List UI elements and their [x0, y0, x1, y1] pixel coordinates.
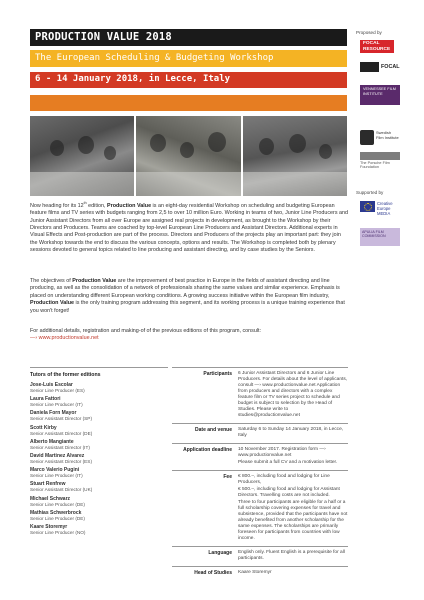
details-paragraph: For additional details, registration and making-of of the previous editions of this program, consult: —› www.productionvalue.net — [30, 328, 262, 342]
list-item: Laura Fattori Senior Line Producer (IT) — [30, 396, 83, 408]
eu-flag-icon — [360, 201, 375, 212]
porsche-film-foundation-logo: The Porsche Film Foundation — [360, 152, 400, 167]
supported-by-label: Supported by — [356, 190, 384, 195]
language-row: Language English only. Fluent English is a prerequisite for all participants. — [172, 546, 348, 566]
head-of-studies-row: Head of Studies Kaare Storemyr — [172, 566, 348, 580]
list-item: Kaare Storemyr Senior Line Producer (NO) — [30, 523, 86, 535]
apulia-film-commission-logo: APULIA FILM COMMISSION — [360, 228, 400, 246]
swedish-film-institute-logo: Swedish Film Institute — [360, 130, 400, 148]
tutors-list — [30, 367, 168, 538]
intro-paragraph: Now heading for its 12th edition, Production Value is an eight-day residential Workshop on scheduling and budgeting European feature films and TV series with budgets ranging from 2,5 to over 10 million Euro. Working in teams of two, Junior Line Producers and Junior Assistant Directors from all over Europe are assigned real projects in development, as brought to the Workshop by their Directors and Producers. Teams are coached by top-level European Line Producers and Assistant Directors. Additional experts in Visual Effects and Post-production are part of the process. Directors and Producers of the projects play an important part: they join the Workshop towards the end to discuss the various concepts, options and results. The Workshop is completed both by plenary sessions devoted to general topics related to line producing and assistant directing, and by case studies by the Seniors. — [30, 201, 349, 254]
info-table — [172, 367, 348, 580]
list-item: Jose-Luis Escolar Senior Line Producer (ES) — [30, 382, 85, 393]
event-dates: 6 - 14 January 2018, in Lecce, Italy — [30, 72, 347, 88]
film-institute-logo: VENNESSEE FILM INSTITUTE — [360, 85, 400, 105]
creative-europe-logo: Creative Europe MEDIA — [360, 201, 400, 217]
focal-logo: FOCAL — [360, 62, 404, 72]
proposed-by-label: Proposed by — [356, 30, 382, 35]
photo-strip — [30, 116, 347, 196]
decorative-bar — [30, 95, 347, 111]
list-item: Marco Valerio Pugini Senior Line Producer (IT) — [30, 467, 83, 479]
participants-row: Participants 6 Junior Assistant Directors and 6 Junior Line Producers. For details about the level of applicants, consult —› www.productionvalue.net Application from producers and directors with a complex feature film or TV series project to schedule and budget is subject to selection by the Head of Studies. Please write to studies@productionvalue.net — [172, 367, 348, 423]
workshop-photo-1 — [30, 116, 134, 196]
list-item: Michael Schwarz Senior Line Producer (DE) — [30, 495, 85, 507]
objectives-paragraph: The objectives of Production Value are the improvement of best practice in Europe in the fields of assistant directing and line producing, as well as the consolidation of a network of professionals sharing the same values and similar experience. Emphasis is placed on understanding different European working conditions. A growing success initiative within the European film industry, Production Value is the only training program addressing this segment, and its working process is a unique training experience that you won't forget! — [30, 278, 345, 314]
list-item: Stuart Renfrew Senior Assistant Director (UK) — [30, 481, 93, 493]
deadline-row: Application deadline 10 November 2017. Registration form —› www.productionvalue.net Please submit a full CV and a motivation letter. — [172, 443, 348, 470]
workshop-photo-2 — [136, 116, 240, 196]
list-item: Scott Kirby Senior Assistant Director (DE) — [30, 424, 93, 436]
list-item: David Martinez Alvarez Senior Assistant Director (ES) — [30, 452, 92, 464]
date-row: Date and venue Saturday 6 to Sunday 14 January 2018, in Lecce, Italy — [172, 423, 348, 443]
website-link[interactable]: —› www.productionvalue.net — [30, 335, 99, 342]
fee-row: Fee € 800.–, including food and lodging for Line Producers, € 500.–, including food and lodging for Assistant Directors. Travelling costs are not included. Three to four participants are eligible for a half or a full scholarship covering expenses for travel and subsistence, provided that the participants have not already benefited from another scholarship for the same expenses. The scholarships are primarily foreseen for participants from countries with low income. — [172, 470, 348, 546]
list-item: Alberto Mangiante Senior Assistant Director (IT) — [30, 438, 90, 450]
list-item: Mathias Schwerbrock Senior Line Producer (DE) — [30, 509, 85, 521]
list-item: Daniela Forn Mayor Senior Assistant Director (SP) — [30, 410, 92, 422]
focal-resource-logo: FOCAL RESOURCE — [360, 40, 394, 53]
page-title: PRODUCTION VALUE 2018 — [30, 29, 347, 46]
workshop-photo-3 — [243, 116, 347, 196]
page-subtitle: The European Scheduling & Budgeting Workshop — [30, 50, 347, 67]
tutors-heading: Tutors of the former editions — [30, 372, 101, 378]
